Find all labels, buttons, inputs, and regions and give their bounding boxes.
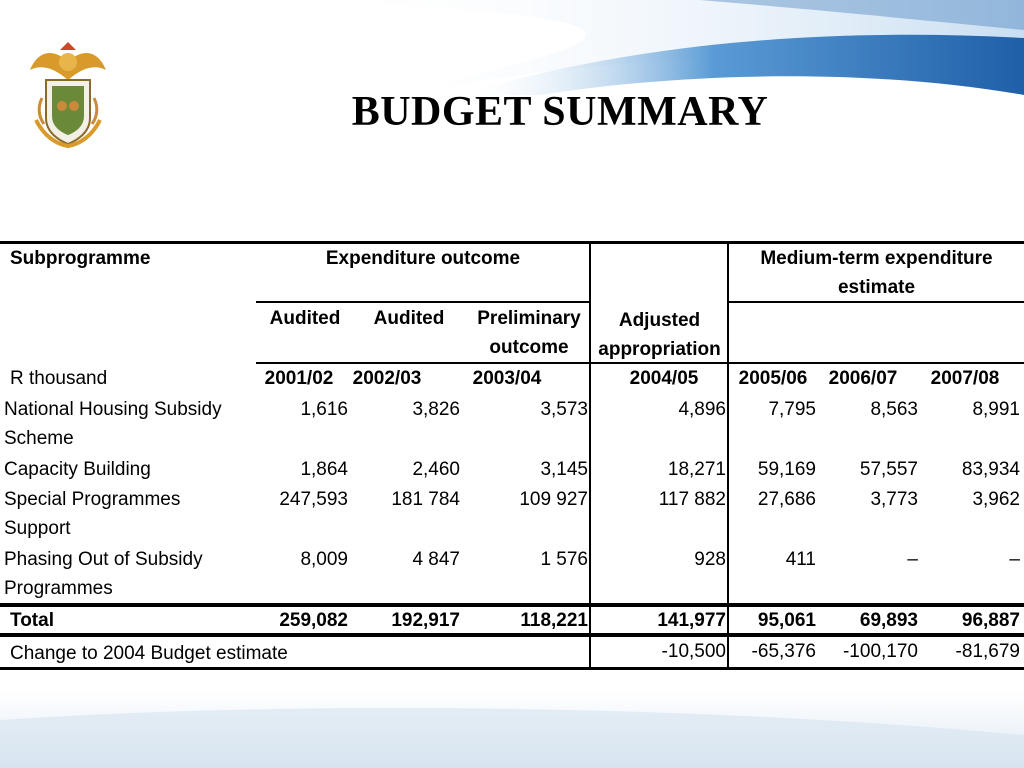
cell: 18,271: [667, 459, 726, 480]
cell: 117 882: [658, 489, 726, 510]
cell: -81,679: [955, 641, 1020, 662]
row-label-line1: Phasing Out of Subsidy: [4, 549, 203, 570]
header-expenditure-outcome: Expenditure outcome: [325, 248, 521, 269]
cell: –: [907, 549, 918, 570]
cell: 411: [785, 549, 816, 570]
header-audited-1: Audited: [269, 308, 341, 329]
slide-title: BUDGET SUMMARY: [351, 89, 769, 135]
header-subprogramme: Subprogramme: [10, 248, 151, 269]
header-adjusted-line2: appropriation: [598, 339, 721, 360]
cell: 247,593: [279, 489, 348, 510]
year-2004-05: 2004/05: [629, 368, 699, 389]
cell: 928: [694, 549, 726, 570]
header-adjusted-line1: Adjusted: [618, 310, 701, 331]
cell: 1,616: [300, 399, 348, 420]
year-2006-07: 2006/07: [828, 368, 898, 389]
change-label: Change to 2004 Budget estimate: [10, 643, 288, 664]
cell: 181 784: [391, 489, 460, 510]
cell: 192,917: [391, 610, 460, 631]
cell: 4 847: [412, 549, 460, 570]
cell: 1,864: [300, 459, 348, 480]
year-2002-03: 2002/03: [352, 368, 422, 389]
year-2001-02: 2001/02: [264, 368, 334, 389]
row-label-line1: National Housing Subsidy: [4, 399, 222, 420]
cell: –: [1009, 549, 1020, 570]
rule-under-group-header: [256, 301, 590, 303]
cell: 141,977: [657, 610, 726, 631]
cell: 3,962: [972, 489, 1020, 510]
row-label-line1: Capacity Building: [4, 459, 151, 480]
cell: 1 576: [540, 549, 588, 570]
cell: 4,896: [678, 399, 726, 420]
cell: 8,563: [870, 399, 918, 420]
cell: 69,893: [859, 610, 918, 631]
cell: 95,061: [757, 610, 816, 631]
total-label: Total: [10, 610, 54, 631]
row-label-line2: Support: [4, 518, 71, 539]
cell: 118,221: [520, 610, 588, 631]
year-2005-06: 2005/06: [738, 368, 808, 389]
row-label-line1: Special Programmes: [4, 489, 181, 510]
header-audited-2: Audited: [373, 308, 445, 329]
cell: 109 927: [519, 489, 588, 510]
cell: 27,686: [757, 489, 816, 510]
cell: 96,887: [961, 610, 1020, 631]
cell: 3,773: [870, 489, 918, 510]
year-2003-04: 2003/04: [472, 368, 542, 389]
cell: 83,934: [961, 459, 1020, 480]
header-medium-term-line2: estimate: [837, 277, 916, 298]
header-unit: R thousand: [10, 368, 108, 389]
header-preliminary-line2: outcome: [489, 337, 569, 358]
cell: 8,009: [300, 549, 348, 570]
cell: -10,500: [661, 641, 726, 662]
cell: -100,170: [842, 641, 918, 662]
divider-after-adjusted: [727, 242, 729, 670]
cell: -65,376: [751, 641, 816, 662]
cell: 7,795: [768, 399, 816, 420]
budget-table: [0, 240, 1024, 672]
cell: 57,557: [859, 459, 918, 480]
cell: 3,826: [412, 399, 460, 420]
row-label-line2: Scheme: [4, 428, 74, 449]
divider-after-preliminary: [589, 242, 591, 670]
header-preliminary-line1: Preliminary: [477, 308, 581, 329]
row-label-line2: Programmes: [4, 578, 113, 599]
cell: 8,991: [972, 399, 1020, 420]
cell: 259,082: [279, 610, 348, 631]
cell: 3,573: [540, 399, 588, 420]
header-medium-term-line1: Medium-term expenditure: [760, 248, 993, 269]
cell: 2,460: [412, 459, 460, 480]
year-2007-08: 2007/08: [930, 368, 1000, 389]
cell: 59,169: [757, 459, 816, 480]
cell: 3,145: [540, 459, 588, 480]
